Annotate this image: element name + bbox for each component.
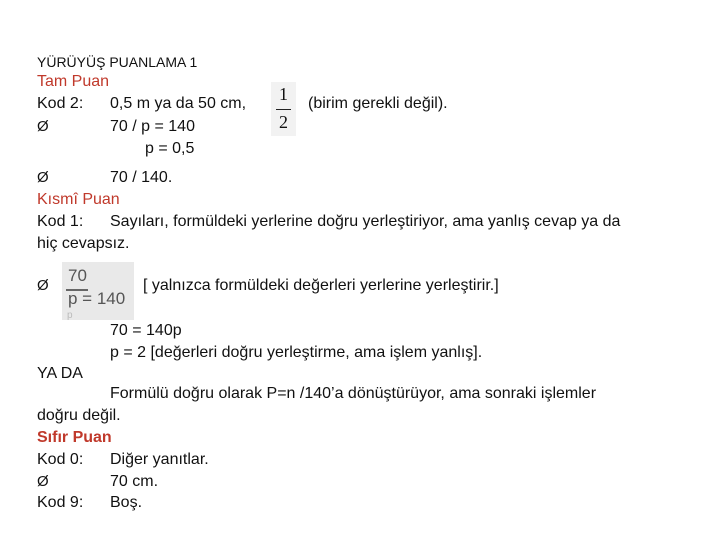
partial-line-c: 70 = 140p xyxy=(110,322,182,339)
code2-label: Kod 2: xyxy=(37,95,84,112)
code0-text: Diğer yanıtlar. xyxy=(110,451,209,468)
one-half-fraction xyxy=(271,82,296,136)
code9-label: Kod 9: xyxy=(37,494,84,511)
page-title: YÜRÜYÜŞ PUANLAMA 1 xyxy=(37,54,198,70)
or-line1: Formülü doğru olarak P=n /140’a dönüştürüyor, ama sonraki işlemler xyxy=(110,385,597,402)
arrow-bullet-icon: Ø xyxy=(37,473,49,490)
formula-shadow: p xyxy=(67,310,73,321)
bracket-note: [ yalnızca formüldeki değerleri yerlerine yerleştirir.] xyxy=(143,277,499,294)
full-credit-heading: Tam Puan xyxy=(37,73,110,90)
code0-label: Kod 0: xyxy=(37,451,84,468)
formula-equation: p = 140 xyxy=(68,289,126,308)
code9-text: Boş. xyxy=(110,494,143,511)
code1-line2: hiç cevapsız. xyxy=(37,235,130,252)
code1-line1: Sayıları, formüldeki yerlerine doğru yerleştiriyor, ama yanlış cevap ya da xyxy=(110,213,621,230)
full-line-b: p = 0,5 xyxy=(145,140,195,157)
formula-numerator: 70 xyxy=(68,266,87,285)
code2-text: 0,5 m ya da 50 cm, xyxy=(110,95,247,112)
partial-line-d: p = 2 [değerleri doğru yerleştirme, ama işlem yanlış]. xyxy=(110,344,483,361)
arrow-bullet-icon: Ø xyxy=(37,118,49,135)
unit-note: (birim gerekli değil). xyxy=(308,95,448,112)
or-label: YA DA xyxy=(37,365,83,382)
fraction-numerator: 1 xyxy=(279,84,288,104)
zero-credit-heading: Sıfır Puan xyxy=(37,429,112,446)
fraction-bar xyxy=(276,109,291,110)
full-line-a: 70 / p = 140 xyxy=(110,118,195,135)
arrow-bullet-icon: Ø xyxy=(37,277,49,294)
arrow-bullet-icon: Ø xyxy=(37,169,49,186)
code1-label: Kod 1: xyxy=(37,213,84,230)
or-line2: doğru değil. xyxy=(37,407,121,424)
fraction-denominator: 2 xyxy=(279,112,288,132)
zero-line-e: 70 cm. xyxy=(110,473,159,490)
formula-image xyxy=(62,262,134,320)
partial-pre-line: 70 / 140. xyxy=(110,169,173,186)
partial-credit-heading: Kısmî Puan xyxy=(37,191,120,208)
